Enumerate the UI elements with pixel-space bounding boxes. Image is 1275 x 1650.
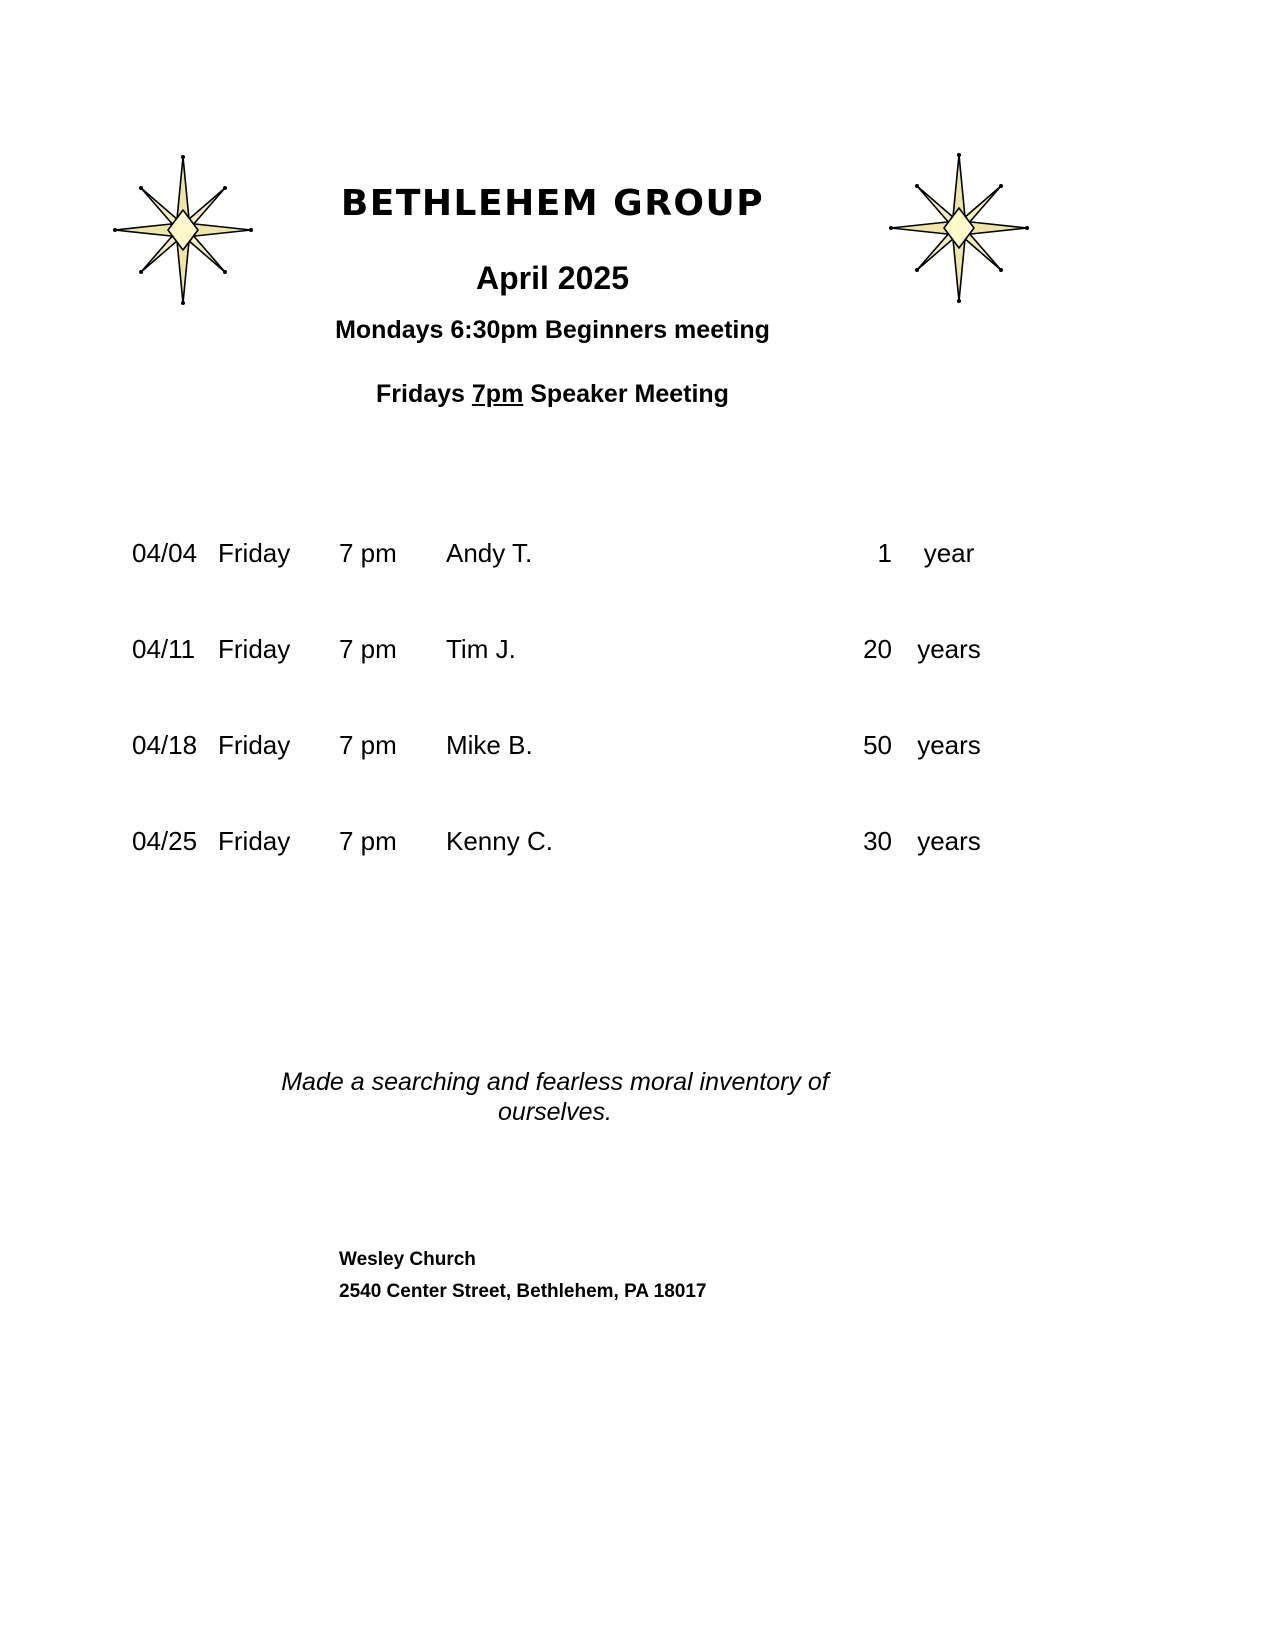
row-sobriety: 50 <box>863 730 892 760</box>
quote-line-2: ourselves. <box>498 1098 612 1126</box>
schedule-row <box>0 730 1275 764</box>
row-sobriety: 1 <box>877 538 892 568</box>
friday-suffix: Speaker Meeting <box>523 380 729 408</box>
schedule-row <box>0 538 1275 572</box>
row-unit: years <box>917 634 981 664</box>
step-quote <box>255 1067 855 1127</box>
row-date: 04/04 <box>132 538 198 568</box>
row-speaker: Kenny C. <box>446 826 553 856</box>
venue-name: Wesley Church <box>339 1249 476 1270</box>
row-sobriety: 30 <box>863 826 892 856</box>
row-time: 7 pm <box>339 538 397 568</box>
row-day: Friday <box>218 826 291 856</box>
row-unit: years <box>917 730 981 760</box>
schedule-row <box>0 826 1275 860</box>
quote-line-1: Made a searching and fearless moral inventory of <box>281 1068 829 1096</box>
group-title: BETHLEHEM GROUP <box>340 183 765 224</box>
row-date: 04/11 <box>132 634 196 664</box>
row-speaker: Tim J. <box>446 634 516 664</box>
row-day: Friday <box>218 538 291 568</box>
row-time: 7 pm <box>339 634 397 664</box>
row-speaker: Mike B. <box>446 730 533 760</box>
month-heading: April 2025 <box>476 260 629 296</box>
row-time: 7 pm <box>339 730 397 760</box>
friday-prefix: Fridays <box>376 380 472 408</box>
monday-meeting-line: Mondays 6:30pm Beginners meeting <box>335 316 770 344</box>
row-day: Friday <box>218 730 291 760</box>
venue-address: 2540 Center Street, Bethlehem, PA 18017 <box>339 1281 707 1302</box>
row-sobriety: 20 <box>863 634 892 664</box>
row-date: 04/18 <box>132 730 198 760</box>
friday-meeting-line <box>0 380 1105 409</box>
schedule-row <box>0 634 1275 668</box>
friday-time: 7pm <box>471 380 524 408</box>
row-time: 7 pm <box>339 826 397 856</box>
row-day: Friday <box>218 634 291 664</box>
row-date: 04/25 <box>132 826 198 856</box>
row-unit: year <box>923 538 975 568</box>
row-speaker: Andy T. <box>446 538 533 568</box>
row-unit: years <box>917 826 981 856</box>
